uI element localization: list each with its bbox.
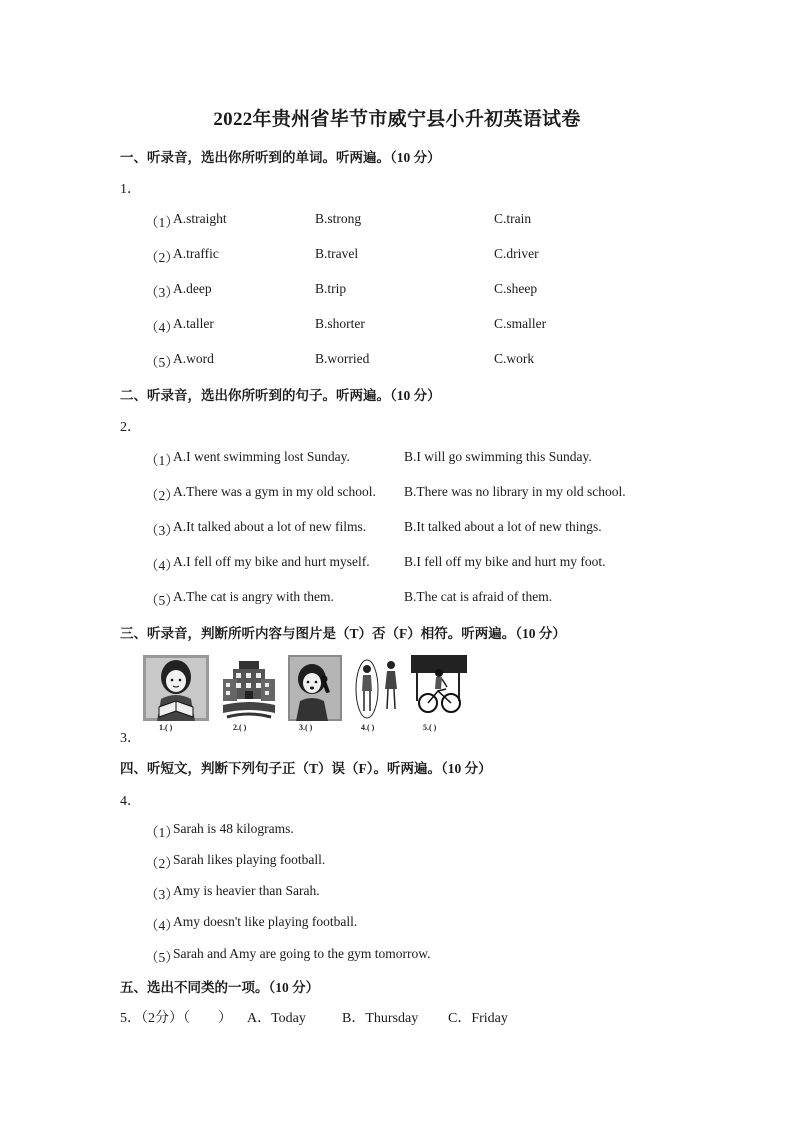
item-number: （5） xyxy=(145,355,179,370)
option-a: A.I fell off my bike and hurt myself. xyxy=(173,554,370,569)
option-a: A.word xyxy=(173,351,214,366)
option-c: C.sheep xyxy=(494,281,538,296)
item-number: （1） xyxy=(145,215,179,230)
option-b: B.I fell off my bike and hurt my foot. xyxy=(404,554,606,569)
section-2-heading: 二、听录音，选出你所听到的句子。听两遍。（10 分） xyxy=(120,388,441,403)
section-3-heading: 三、听录音，判断所听内容与图片是（T）否（F）相符。听两遍。（10 分） xyxy=(120,626,566,641)
item-number: （5） xyxy=(145,950,179,965)
question-5-number: 5．（2分）（ ） xyxy=(120,1011,232,1026)
option-b: B.strong xyxy=(315,211,362,226)
picture-label-1: 1.( ) xyxy=(159,723,173,732)
option-b: B.I will go swimming this Sunday. xyxy=(404,449,592,464)
picture-label-3: 3.( ) xyxy=(299,723,313,732)
option-c: C.smaller xyxy=(494,316,547,331)
question-4-number: 4． xyxy=(120,794,141,809)
option-c: C．Friday xyxy=(448,1011,508,1026)
item-number: （4） xyxy=(145,558,179,573)
item-number: （5） xyxy=(145,593,179,608)
page-title: 2022年贵州省毕节市威宁县小升初英语试卷 xyxy=(213,109,581,130)
two-girls-picture xyxy=(353,655,403,721)
item-number: （3） xyxy=(145,285,179,300)
picture-label-2: 2.( ) xyxy=(233,723,247,732)
item-number: （2） xyxy=(145,488,179,503)
option-c: C.work xyxy=(494,351,535,366)
girl-singing-picture xyxy=(288,655,342,721)
picture-label-4: 4.( ) xyxy=(361,723,375,732)
option-a: A.The cat is angry with them. xyxy=(173,589,334,604)
option-b: B.It talked about a lot of new things. xyxy=(404,519,602,534)
section-1-heading: 一、听录音，选出你所听到的单词。听两遍。（10 分） xyxy=(120,150,441,165)
option-a: A.taller xyxy=(173,316,214,331)
picture-label-5: 5.( ) xyxy=(423,723,437,732)
option-b: B.shorter xyxy=(315,316,365,331)
option-a: A.There was a gym in my old school. xyxy=(173,484,376,499)
girl-reading-picture xyxy=(143,655,209,721)
section-4-heading: 四、听短文，判断下列句子正（T）误（F）。听两遍。（10 分） xyxy=(120,761,492,776)
statement-text: Sarah and Amy are going to the gym tomorrow. xyxy=(173,946,431,961)
item-number: （3） xyxy=(145,523,179,538)
option-a: A.I went swimming lost Sunday. xyxy=(173,449,350,464)
option-a: A.straight xyxy=(173,211,227,226)
option-b: B．Thursday xyxy=(342,1011,419,1026)
statement-text: Amy doesn't like playing football. xyxy=(173,914,358,929)
option-c: C.train xyxy=(494,211,532,226)
school-building-picture xyxy=(219,655,279,721)
item-number: （2） xyxy=(145,250,179,265)
option-a: A.It talked about a lot of new films. xyxy=(173,519,367,534)
item-number: （4） xyxy=(145,918,179,933)
item-number: （1） xyxy=(145,453,179,468)
item-number: （2） xyxy=(145,856,179,871)
option-b: B.trip xyxy=(315,281,347,296)
item-number: （3） xyxy=(145,887,179,902)
item-number: （1） xyxy=(145,825,179,840)
option-a: A.traffic xyxy=(173,246,219,261)
option-b: B.travel xyxy=(315,246,359,261)
statement-text: Sarah likes playing football. xyxy=(173,852,326,867)
option-a: A．Today xyxy=(247,1011,306,1026)
question-3-number: 3． xyxy=(120,731,141,746)
option-a: A.deep xyxy=(173,281,212,296)
boy-cycling-picture xyxy=(411,655,467,721)
section-5-heading: 五、选出不同类的一项。（10 分） xyxy=(120,980,320,995)
statement-text: Amy is heavier than Sarah. xyxy=(173,883,320,898)
option-c: C.driver xyxy=(494,246,539,261)
statement-text: Sarah is 48 kilograms. xyxy=(173,821,294,836)
item-number: （4） xyxy=(145,320,179,335)
option-b: B.There was no library in my old school. xyxy=(404,484,626,499)
question-1-number: 1． xyxy=(120,182,141,197)
option-b: B.worried xyxy=(315,351,370,366)
question-2-number: 2． xyxy=(120,420,141,435)
picture-strip xyxy=(143,655,473,740)
option-b: B.The cat is afraid of them. xyxy=(404,589,553,604)
